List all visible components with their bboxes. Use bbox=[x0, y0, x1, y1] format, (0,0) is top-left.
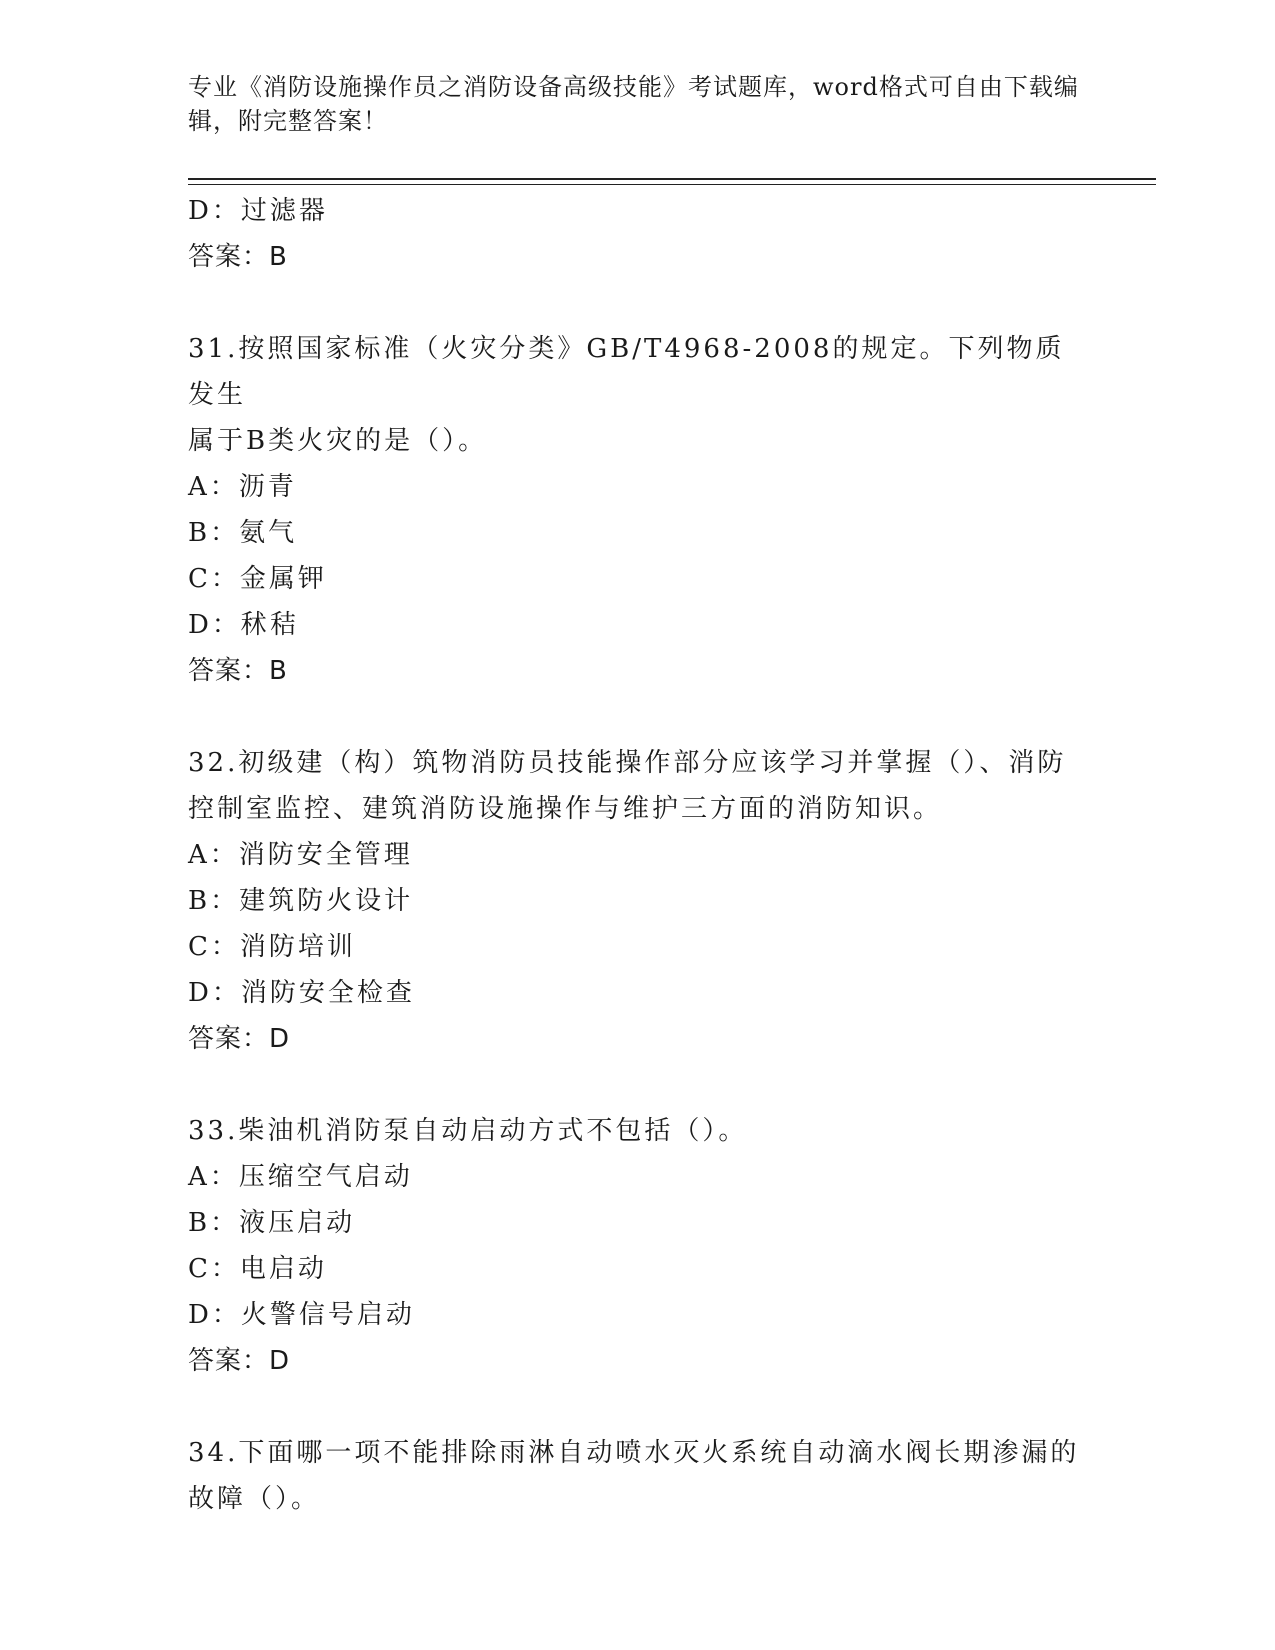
spacer bbox=[188, 280, 1088, 326]
question-34 bbox=[188, 1430, 1088, 1522]
spacer bbox=[188, 694, 1088, 740]
question-32 bbox=[188, 740, 1088, 1062]
option-c: C：电启动 bbox=[188, 1254, 327, 1284]
header-line-2: 辑，附完整答案！ bbox=[188, 107, 388, 135]
option-a: A：沥青 bbox=[188, 472, 297, 502]
question-text-line-1: 33.柴油机消防泵自动启动方式不包括（）。 bbox=[188, 1116, 748, 1146]
option-b: B：氨气 bbox=[188, 518, 298, 548]
option-c: C：金属钾 bbox=[188, 564, 327, 594]
option-b: B：液压启动 bbox=[188, 1208, 356, 1238]
option-b: B：建筑防火设计 bbox=[188, 886, 414, 916]
question-31 bbox=[188, 326, 1088, 694]
question-33 bbox=[188, 1108, 1088, 1384]
prev-answer: 答案：B bbox=[188, 242, 288, 272]
question-text-line-2: 属于B类火灾的是（）。 bbox=[188, 426, 488, 456]
answer: 答案：D bbox=[188, 1024, 291, 1054]
answer: 答案：D bbox=[188, 1346, 291, 1376]
question-text-line-1: 34.下面哪一项不能排除雨淋自动喷水灭火系统自动滴水阀长期渗漏的 bbox=[188, 1438, 1080, 1468]
question-text-line-1: 32.初级建（构）筑物消防员技能操作部分应该学习并掌握（）、消防 bbox=[188, 748, 1067, 778]
option-a: A：消防安全管理 bbox=[188, 840, 413, 870]
option-d: D：秫秸 bbox=[188, 610, 299, 640]
header-rule-thick bbox=[188, 178, 1156, 180]
question-content bbox=[188, 188, 1088, 1522]
prev-option-d: D：过滤器 bbox=[188, 196, 328, 226]
header-line-1: 专业《消防设施操作员之消防设备高级技能》考试题库，word格式可自由下载编 bbox=[188, 73, 1079, 101]
option-d: D：火警信号启动 bbox=[188, 1300, 415, 1330]
header-rule-thin bbox=[188, 184, 1156, 185]
option-c: C：消防培训 bbox=[188, 932, 356, 962]
option-a: A：压缩空气启动 bbox=[188, 1162, 413, 1192]
question-text-line-1: 31.按照国家标准（火灾分类》GB/T4968-2008的规定。下列物质发生 bbox=[188, 334, 1065, 410]
spacer bbox=[188, 1384, 1088, 1430]
question-text-line-2: 控制室监控、建筑消防设施操作与维护三方面的消防知识。 bbox=[188, 794, 943, 824]
option-d: D：消防安全检查 bbox=[188, 978, 415, 1008]
answer: 答案：B bbox=[188, 656, 288, 686]
document-header bbox=[188, 70, 1088, 138]
question-text-line-2: 故障（）。 bbox=[188, 1484, 321, 1514]
spacer bbox=[188, 1062, 1088, 1108]
